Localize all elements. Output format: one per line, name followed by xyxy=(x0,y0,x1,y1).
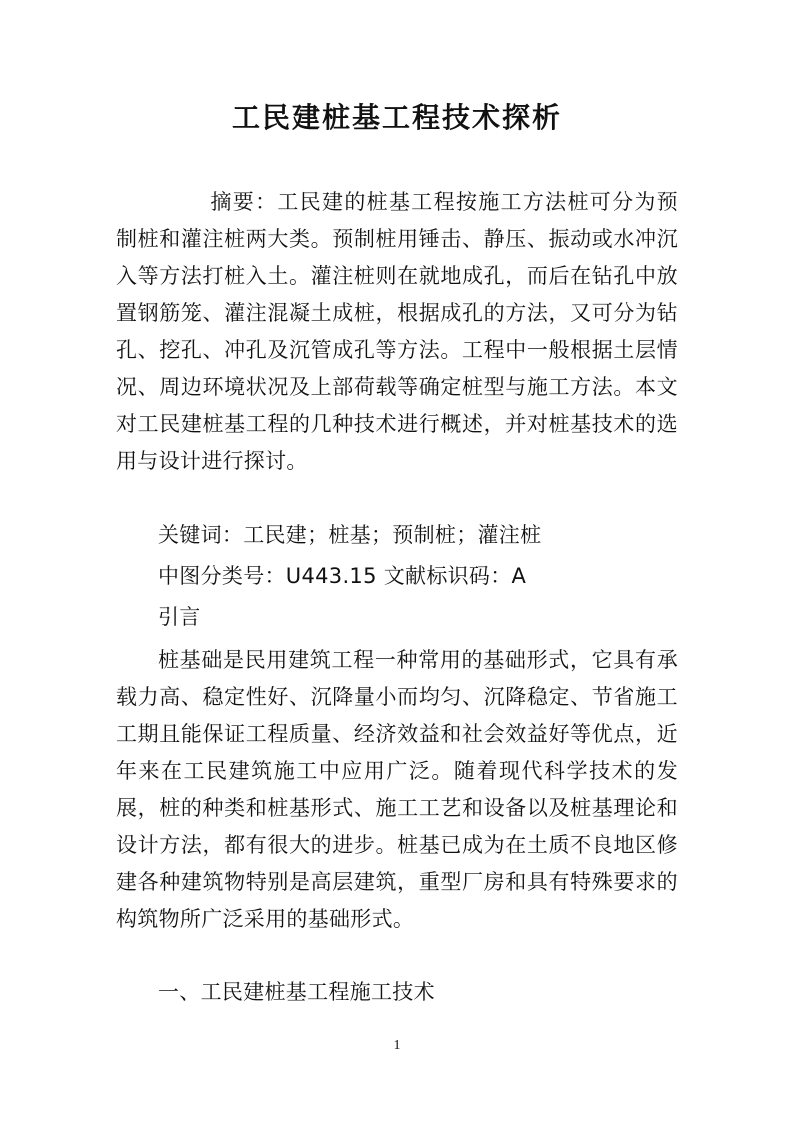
keywords-block xyxy=(116,517,678,554)
classification-line: 中图分类号：U443.15 文献标识码：A xyxy=(158,564,527,588)
classification-block xyxy=(116,558,678,595)
section-heading-block xyxy=(116,974,678,1011)
section-one-heading: 一、工民建桩基工程施工技术 xyxy=(158,980,435,1004)
introduction-heading: 引言 xyxy=(158,605,201,629)
introduction-paragraph: 桩基础是民用建筑工程一种常用的基础形式，它具有承载力高、稳定性好、沉降量小而均匀、沉降稳定、节省施工工期且能保证工程质量、经济效益和社会效益好等优点，近年来在工民建筑施工中应用广泛。随着现代科学技术的发展，桩的种类和桩基形式、施工工艺和设备以及桩基理论和设计方法，都有很大的进步。桩基已成为在土质不良地区修建各种建筑物特别是高层建筑，重型厂房和具有特殊要求的构筑物所广泛采用的基础形式。 xyxy=(116,648,678,931)
page-number: 1 xyxy=(393,1038,401,1053)
introduction-block xyxy=(116,642,678,938)
abstract-block xyxy=(116,184,678,480)
introduction-heading-block xyxy=(116,599,678,636)
document-title: 工民建桩基工程技术探析 xyxy=(231,101,562,134)
abstract-paragraph: 摘要：工民建的桩基工程按施工方法桩可分为预制桩和灌注桩两大类。预制桩用锤击、静压、振动或水冲沉入等方法打桩入土。灌注桩则在就地成孔，而后在钻孔中放置钢筋笼、灌注混凝土成桩，根据成孔的方法，又可分为钻孔、挖孔、冲孔及沉管成孔等方法。工程中一般根据土层情况、周边环境状况及上部荷载等确定桩型与施工方法。本文对工民建桩基工程的几种技术进行概述，并对桩基技术的选用与设计进行探讨。 xyxy=(116,190,678,473)
keywords-line: 关键词：工民建；桩基；预制桩；灌注桩 xyxy=(158,523,542,547)
